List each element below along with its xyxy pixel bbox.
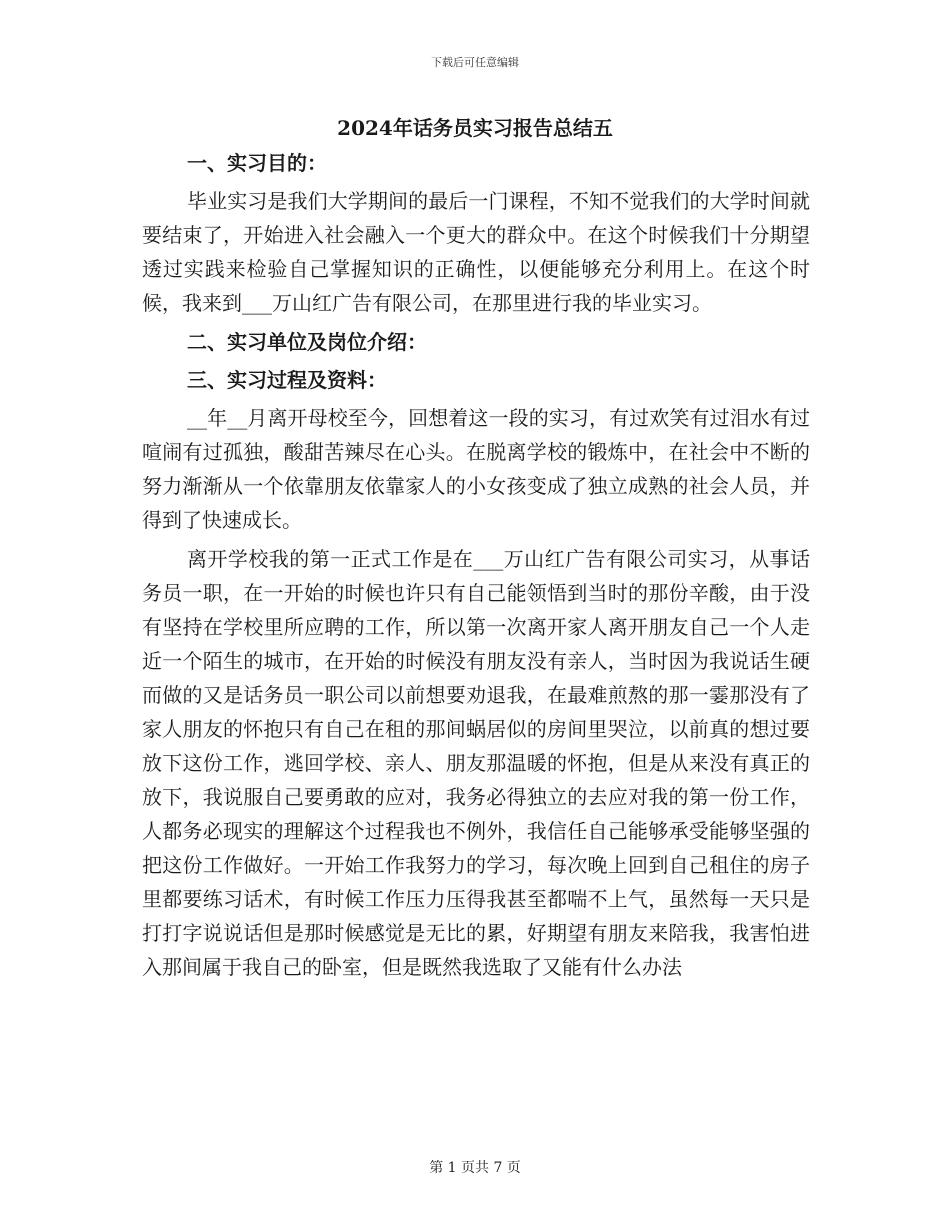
section-heading-purpose: 一、实习目的： — [187, 151, 327, 175]
page-number-footer: 第 1 页共 7 页 — [429, 1160, 521, 1176]
document-body — [142, 146, 810, 989]
section-heading-process: 三、实习过程及资料： — [187, 368, 387, 392]
page-header-note: 下载后可任意编辑 — [431, 56, 519, 69]
paragraph-process-intro: __年__月离开母校至今，回想着这一段的实习，有过欢笑有过泪水有过喧闹有过孤独，酸甜苦辣尽在心头。在脱离学校的锻炼中，在社会中不断的努力渐渐从一个依靠朋友依靠家人的小女孩变成了独立成熟的社会人员，并得到了快速成长。 — [142, 406, 810, 532]
document-title: 2024年话务员实习报告总结五 — [337, 116, 613, 140]
paragraph-purpose: 毕业实习是我们大学期间的最后一门课程，不知不觉我们的大学时间就要结束了，开始进入社会融入一个更大的群众中。在这个时候我们十分期望透过实践来检验自己掌握知识的正确性，以便能够充分利用上。在这个时候，我来到___万山红广告有限公司，在那里进行我的毕业实习。 — [142, 189, 810, 315]
section-heading-unit: 二、实习单位及岗位介绍： — [187, 330, 427, 354]
paragraph-first-job: 离开学校我的第一正式工作是在___万山红广告有限公司实习，从事话务员一职，在一开始的时候也许只有自己能领悟到当时的那份辛酸，由于没有坚持在学校里所应聘的工作，所以第一次离开家人离开朋友自己一个人走近一个陌生的城市，在开始的时候没有朋友没有亲人，当时因为我说话生硬而做的又是话务员一职公司以前想要劝退我，在最难煎熬的那一霎那没有了家人朋友的怀抱只有自己在租的那间蜗居似的房间里哭泣，以前真的想过要放下这份工作，逃回学校、亲人、朋友那温暖的怀抱，但是从来没有真正的放下，我说服自己要勇敢的应对，我务必得独立的去应对我的第一份工作，人都务必现实的理解这个过程我也不例外，我信任自己能够承受能够坚强的把这份工作做好。一开始工作我努力的学习，每次晚上回到自己租住的房子里都要练习话术，有时候工作压力压得我甚至都喘不上气，虽然每一天只是打打字说说话但是那时候感觉是无比的累，好期望有朋友来陪我，我害怕进入那间属于我自己的卧室，但是既然我选取了又能有什么办法 — [142, 547, 810, 979]
